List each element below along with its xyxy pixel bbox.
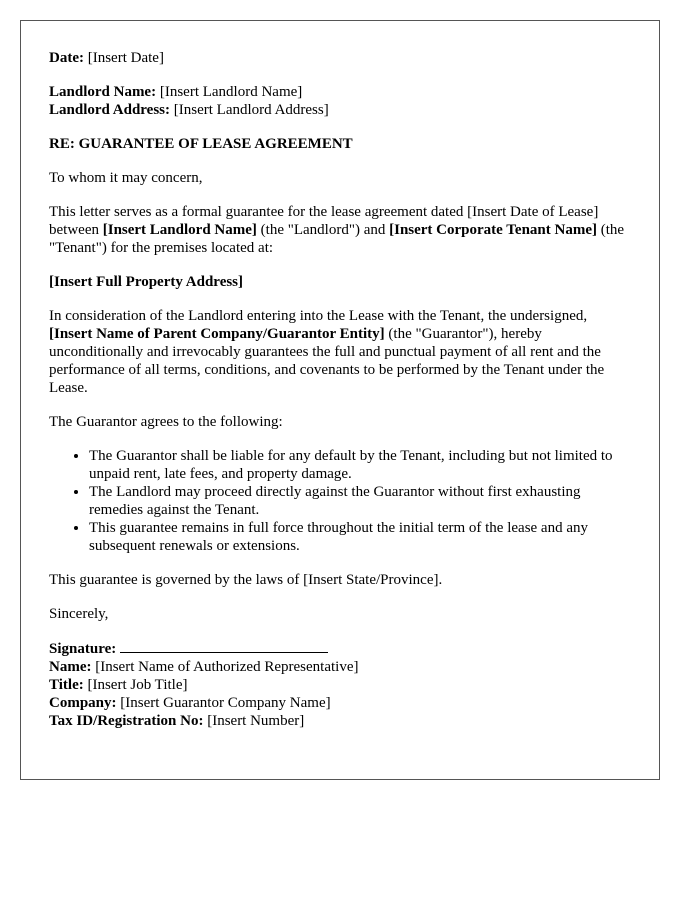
terms-list — [49, 447, 631, 555]
signer-name-value: [Insert Name of Authorized Representative] — [95, 659, 359, 675]
signer-title-label: Title: — [49, 677, 84, 693]
date-line — [49, 49, 631, 67]
list-item: • This guarantee remains in full force throughout the initial term of the lease and any subsequent renewals or extensions. — [89, 519, 631, 555]
signer-name-label: Name: — [49, 659, 92, 675]
list-item: • The Guarantor shall be liable for any default by the Tenant, including but not limited to unpaid rent, late fees, and property damage. — [89, 447, 631, 483]
signer-title-value: [Insert Job Title] — [87, 677, 188, 693]
guarantor-entity-name: [Insert Name of Parent Company/Guarantor Entity] — [49, 326, 385, 342]
intro-text-1: This letter serves as a formal guarantee for the lease agreement dated [Insert Date of Lease] between — [49, 204, 599, 238]
signature-line — [120, 639, 328, 653]
signature-label: Signature: — [49, 641, 117, 657]
intro-paragraph — [49, 203, 631, 257]
taxid-value: [Insert Number] — [207, 713, 305, 729]
intro-tenant-name: [Insert Corporate Tenant Name] — [389, 222, 597, 238]
date-value: [Insert Date] — [87, 50, 164, 66]
landlord-name-value: [Insert Landlord Name] — [159, 84, 303, 100]
consideration-text-1: In consideration of the Landlord entering into the Lease with the Tenant, the undersigned, — [49, 308, 588, 324]
subject-line: RE: GUARANTEE OF LEASE AGREEMENT — [49, 136, 353, 152]
consideration-text-2: (the "Guarantor"), hereby unconditionally and irrevocably guarantees the full and punctual payment of all rent and the performance of all terms, conditions, and covenants to be performed by the Tenant under the Lease. — [49, 326, 605, 396]
intro-text-2: (the "Landlord") and — [256, 222, 390, 238]
governing-law: This guarantee is governed by the laws of [Insert State/Province]. — [49, 572, 443, 588]
landlord-address-label: Landlord Address: — [49, 102, 171, 118]
signature-block — [49, 639, 631, 730]
company-label: Company: — [49, 695, 117, 711]
date-label: Date: — [49, 50, 84, 66]
intro-landlord-name: [Insert Landlord Name] — [102, 222, 257, 238]
landlord-block — [49, 83, 631, 119]
landlord-address-value: [Insert Landlord Address] — [173, 102, 329, 118]
landlord-name-label: Landlord Name: — [49, 84, 157, 100]
list-item: • The Landlord may proceed directly against the Guarantor without first exhausting remedies against the Tenant. — [89, 483, 631, 519]
company-value: [Insert Guarantor Company Name] — [120, 695, 331, 711]
letter-page — [20, 20, 660, 780]
salutation: To whom it may concern, — [49, 170, 203, 186]
taxid-label: Tax ID/Registration No: — [49, 713, 204, 729]
consideration-paragraph — [49, 307, 631, 397]
closing: Sincerely, — [49, 606, 109, 622]
agrees-intro: The Guarantor agrees to the following: — [49, 414, 283, 430]
property-address: [Insert Full Property Address] — [49, 274, 244, 290]
intro-text-3: (the "Tenant") for the premises located at: — [49, 222, 625, 256]
